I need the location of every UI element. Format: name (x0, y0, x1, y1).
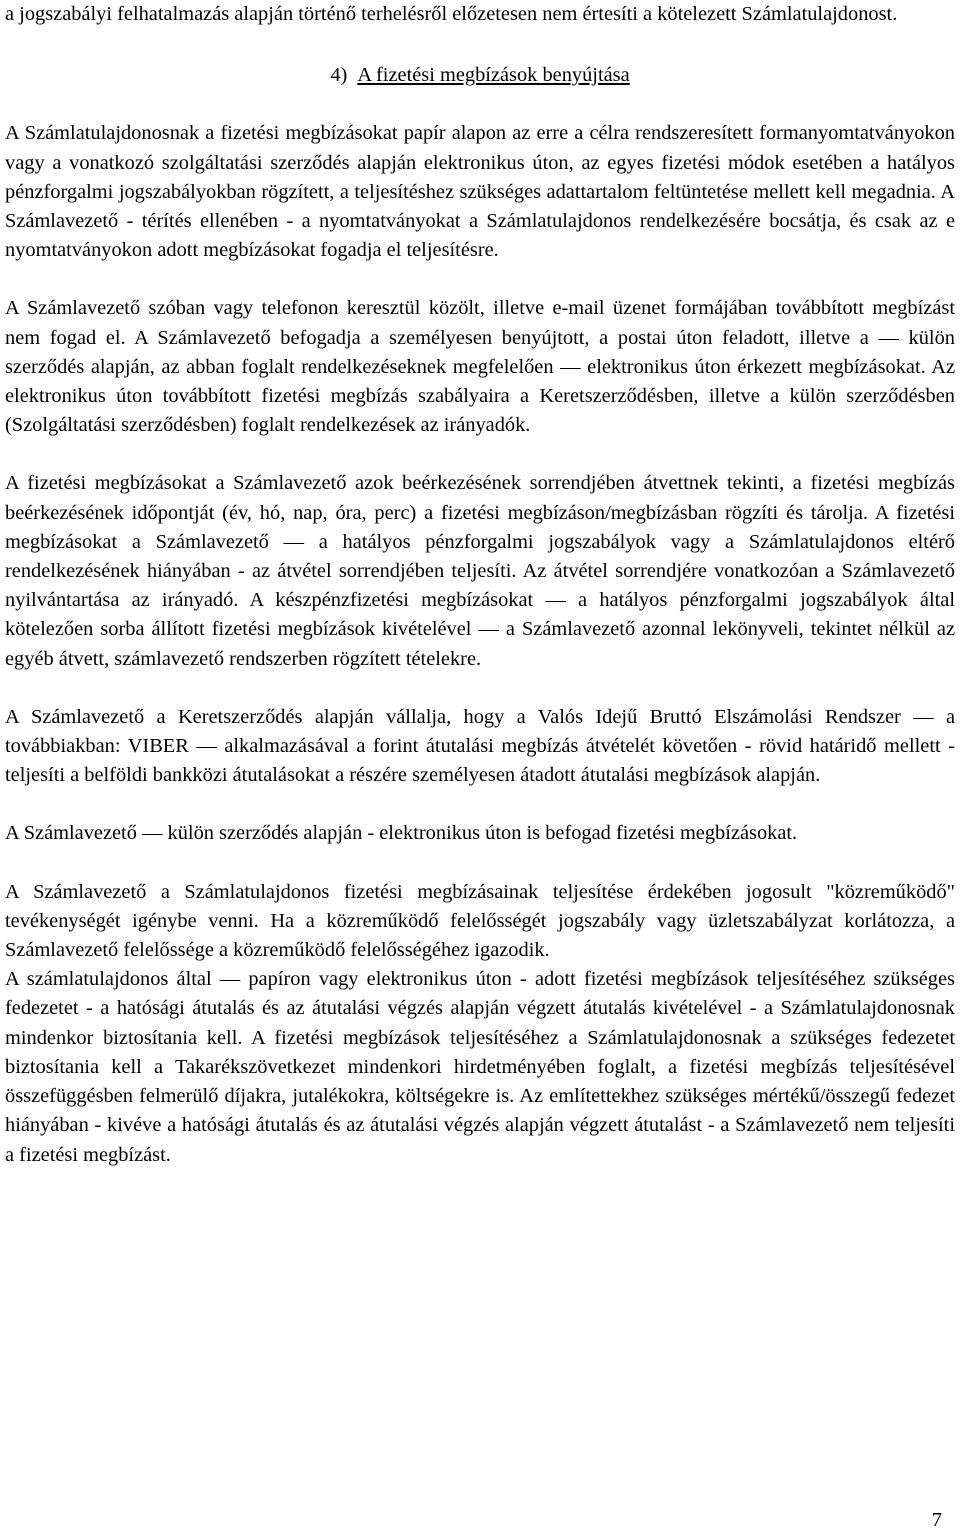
paragraph-submission-forms: A Számlatulajdonosnak a fizetési megbízásokat papír alapon az erre a célra rendszeresített formanyomtatványokon vagy a vonatkozó szolgáltatási szerződés alapján elektronikus úton, az egyes fizetési módok esetében a hatályos pénzforgalmi jogszabályokban rögzített, a teljesítéshez szükséges adattartalom feltüntetése mellett kell megadnia. A Számlavezető - térítés ellenében - a nyomtatványokat a Számlatulajdonos rendelkezésére bocsátja, és csak az e nyomtatványokon adott megbízásokat fogadja el teljesítésre. (5, 122, 955, 262)
section-number: 4) (330, 64, 348, 87)
section-title: A fizetési megbízások benyújtása (357, 64, 630, 87)
paragraph-electronic-orders: A Számlavezető — külön szerződés alapján - elektronikus úton is befogad fizetési megbízásokat. (5, 822, 798, 845)
page-number: 7 (931, 1509, 942, 1531)
paragraph-viber: A Számlavezető a Keretszerződés alapján vállalja, hogy a Valós Idejű Bruttó Elszámolási Rendszer — a továbbiakban: VIBER — alkalmazásával a forint átutalási megbízás átvételét követően - rövid határidő mellett - teljesíti a belföldi bankközi átutalásokat a részére személyesen átadott átutalási megbízások alapján. (5, 705, 955, 787)
paragraph-coverage: A számlatulajdonos által — papíron vagy elektronikus úton - adott fizetési megbízások teljesítéséhez szükséges fedezetet - a hatósági átutalás és az átutalási végzés alapján végzett átutalás kivételével - a Számlatulajdonosnak mindenkor biztosítania kell. A fizetési megbízások teljesítéséhez a Számlatulajdonosnak a szükséges fedezetet biztosítania kell a Takarékszövetkezet mindenkori hirdetményében foglalt, a fizetési megbízás teljesítésével összefüggésben felmerülő díjakra, jutalékokra, költségekre is. Az említettekhez szükséges mértékű/összegű fedezet hiányában - kivéve a hatósági átutalás és az átutalási végzés alapján végzett átutalást - a Számlavezető nem teljesíti a fizetési megbízást. (5, 968, 955, 1166)
paragraph-intermediary: A Számlavezető a Számlatulajdonos fizetési megbízásainak teljesítése érdekében jogosult "közreműködő" tevékenységét igénybe venni. Ha a közreműködő felelősségét jogszabály vagy üzletszabályzat korlátozza, a Számlavezető felelőssége a közreműködő felelősségéhez igazodik. (5, 880, 955, 962)
intro-paragraph: a jogszabályi felhatalmazás alapján történő terhelésről előzetesen nem értesíti a kötelezett Számlatulajdonost. (5, 3, 898, 25)
paragraph-order-of-receipt: A fizetési megbízásokat a Számlavezető azok beérkezésének sorrendjében átvettnek tekinti, a fizetési megbízás beérkezésének időpontját (év, hó, nap, óra, perc) a fizetési megbízáson/megbízásban rögzíti és tárolja. A fizetési megbízásokat a Számlavezető — a hatályos pénzforgalmi jogszabályok vagy a Számlatulajdonos eltérő rendelkezésének hiányában - az átvétel sorrendjében teljesíti. Az átvétel sorrendjére vonatkozóan a Számlavezető nyilvántartása az irányadó. A készpénzfizetési megbízásokat — a hatályos pénzforgalmi jogszabályok által kötelezően sorba állított fizetési megbízások kivételével — a Számlavezető azonnal lekönyveli, tekintet nélkül az egyéb átvett, számlavezető rendszerben rögzített tételekre. (5, 472, 955, 670)
paragraph-accepted-channels: A Számlavezető szóban vagy telefonon keresztül közölt, illetve e-mail üzenet formájában továbbított megbízást nem fogad el. A Számlavezető befogadja a személyesen benyújtott, a postai úton feladott, illetve a — külön szerződés alapján, az abban foglalt rendelkezéseknek megfelelően — elektronikus úton érkezett megbízásokat. Az elektronikus úton továbbított fizetési megbízás szabályaira a Keretszerződésben, illetve a külön szerződésben (Szolgáltatási szerződésben) foglalt rendelkezések az irányadók. (5, 297, 955, 437)
section-heading (5, 61, 955, 90)
document-page (5, 0, 955, 1170)
